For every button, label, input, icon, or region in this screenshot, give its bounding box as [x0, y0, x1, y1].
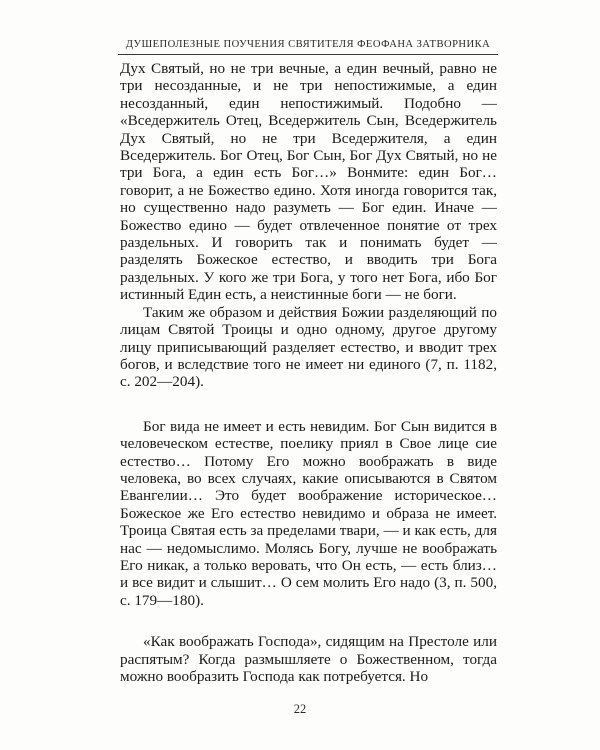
paragraph-god-invisible: Бог вида не имеет и есть невидим. Бог Сын видится в человеческом естестве, поелику приял в Свое лице сие естество… Потому Его можно воображать в виде человека, во всех случаях, какие описываются в Святом Евангелии… Это будет воображение историческое… Божеское же Его естество невидимо и образа не имеет. Троица Святая есть за пределами твари, — и как есть, для нас — недомыслимо. Молясь Богу, лучше не воображать Его никак, а только веровать, что Он есть, — есть близ… и все видит и слышит… О сем молить Его надо (3, п. 500, с. 179—180).: [120, 417, 497, 609]
body-text: [120, 60, 497, 685]
page-number: 22: [293, 702, 307, 716]
header-rule: [118, 54, 498, 55]
paragraph-how-to-imagine-lord: «Как воображать Господа», сидящим на Престоле или распятым? Когда размышляете о Божественном, тогда можно вообразить Господа как потребуется. Но: [120, 633, 497, 685]
running-title: ДУШЕПОЛЕЗНЫЕ ПОУЧЕНИЯ СВЯТИТЕЛЯ ФЕОФАНА ЗАТВОРНИКА: [125, 39, 491, 50]
paragraph-actions-of-god: Таким же образом и действия Божии разделяющий по лицам Святой Троицы и одно одному, другое другому лицу приписывающий разделяет естество, и вводит трех богов, и вследствие того не имеет ни единого (7, п. 1182, с. 202—204).: [120, 303, 497, 391]
paragraph-continuation: Дух Святый, но не три вечные, а един вечный, равно не три несозданные, и не три непостижимые, а един несозданный, един непостижимый. Подобно — «Вседержитель Отец, Вседержитель Сын, Вседержитель Дух Святый, но не три Вседержителя, а един Вседержитель. Бог Отец, Бог Сын, Бог Дух Святый, но не три Бога, а един есть Бог…» Вонмите: един Бог… говорит, а не Божество едино. Хотя иногда говорится так, но существенно надо разуметь — Бог един. Иначе — Божество едино — будет отвлеченное понятие от трех раздельных. И говорить так и понимать будет — разделять Божеское естество, и вводить три Бога раздельных. У кого же три Бога, у того нет Бога, ибо Бог истинный Един есть, а неистинные боги — не боги.: [120, 60, 497, 304]
